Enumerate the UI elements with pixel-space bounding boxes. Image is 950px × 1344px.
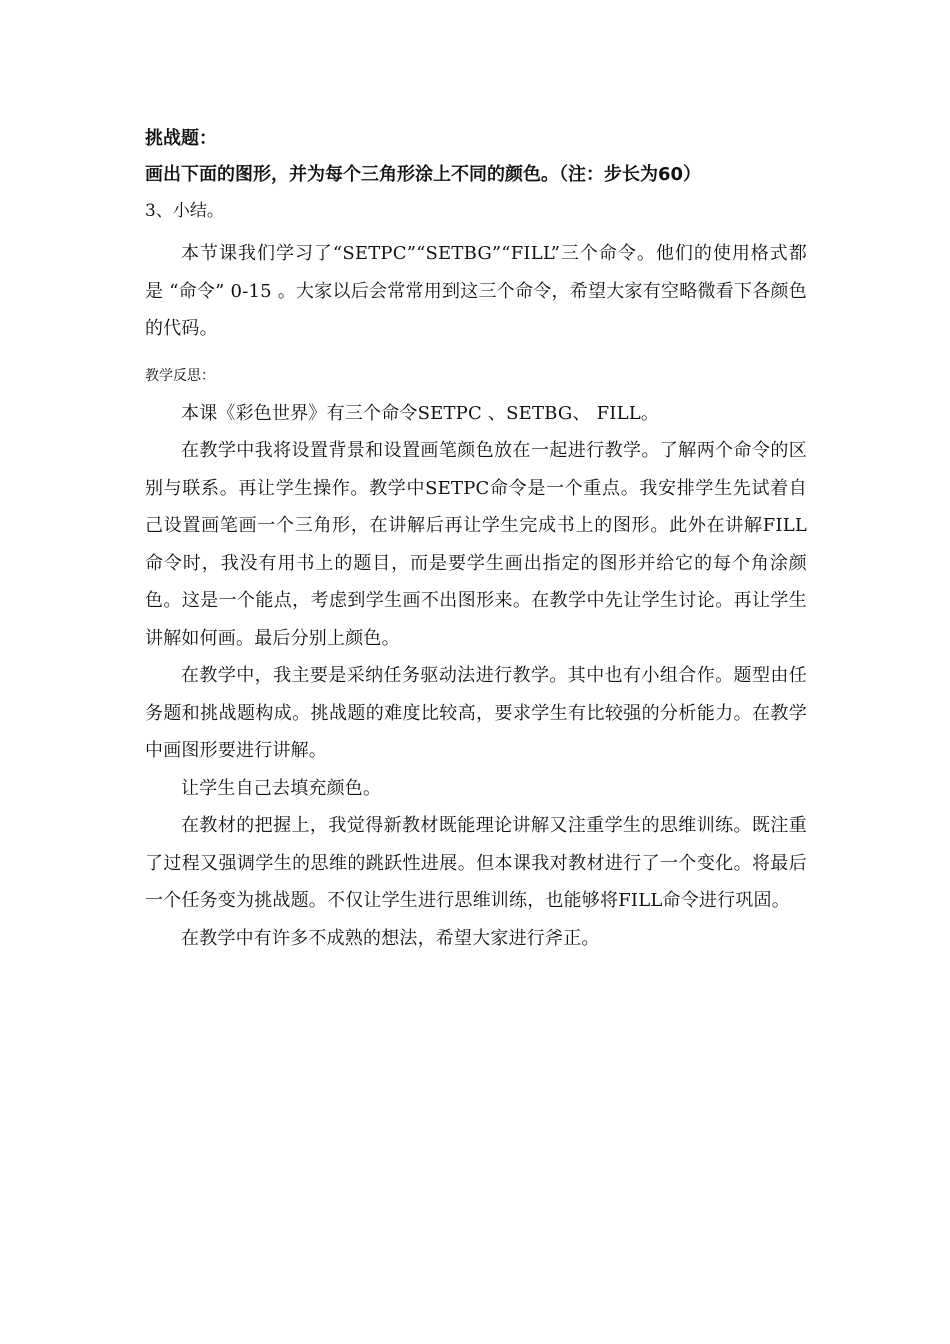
challenge-title: 挑战题： [145,128,217,149]
summary-heading: 3、小结。 [145,201,224,221]
document-content [145,125,807,957]
reflection-paragraph: 在教学中，我主要是采纳任务驱动法进行教学。其中也有小组合作。题型由任务题和挑战题构成。挑战题的难度比较高，要求学生有比较强的分析能力。在教学中画图形要进行讲解。 [145,665,807,761]
reflection-paragraph: 在教材的把握上，我觉得新教材既能理论讲解又注重学生的思维训练。既注重了过程又强调学生的思维的跳跃性进展。但本课我对教材进行了一个变化。将最后一个任务变为挑战题。不仅让学生进行思维训练，也能够将FILL命令进行巩固。 [145,815,807,911]
challenge-instruction: 画出下面的图形，并为每个三角形涂上不同的颜色。（注：步长为60） [145,164,702,185]
reflection-paragraph: 让学生自己去填充颜色。 [181,777,382,799]
reflection-label: 教学反思： [145,367,215,384]
reflection-paragraph: 在教学中我将设置背景和设置画笔颜色放在一起进行教学。了解两个命令的区别与联系。再让学生操作。教学中SETPC命令是一个重点。我安排学生先试着自己设置画笔画一个三角形，在讲解后再让学生完成书上的图形。此外在讲解FILL命令时，我没有用书上的题目，而是要学生画出指定的图形并给它的每个角涂颜色。这是一个能点，考虑到学生画不出图形来。在教学中先让学生讨论。再让学生讲解如何画。最后分别上颜色。 [145,440,807,649]
reflection-paragraph: 在教学中有许多不成熟的想法，希望大家进行斧正。 [181,927,600,949]
reflection-paragraph: 本课《彩色世界》有三个命令SETPC 、SETBG、 FILL。 [181,402,660,424]
summary-body: 本节课我们学习了“SETPC”“SETBG”“FILL”三个命令。他们的使用格式都是 “命令” 0-15 。大家以后会常常用到这三个命令，希望大家有空略微看下各颜色的代码。 [145,243,807,339]
